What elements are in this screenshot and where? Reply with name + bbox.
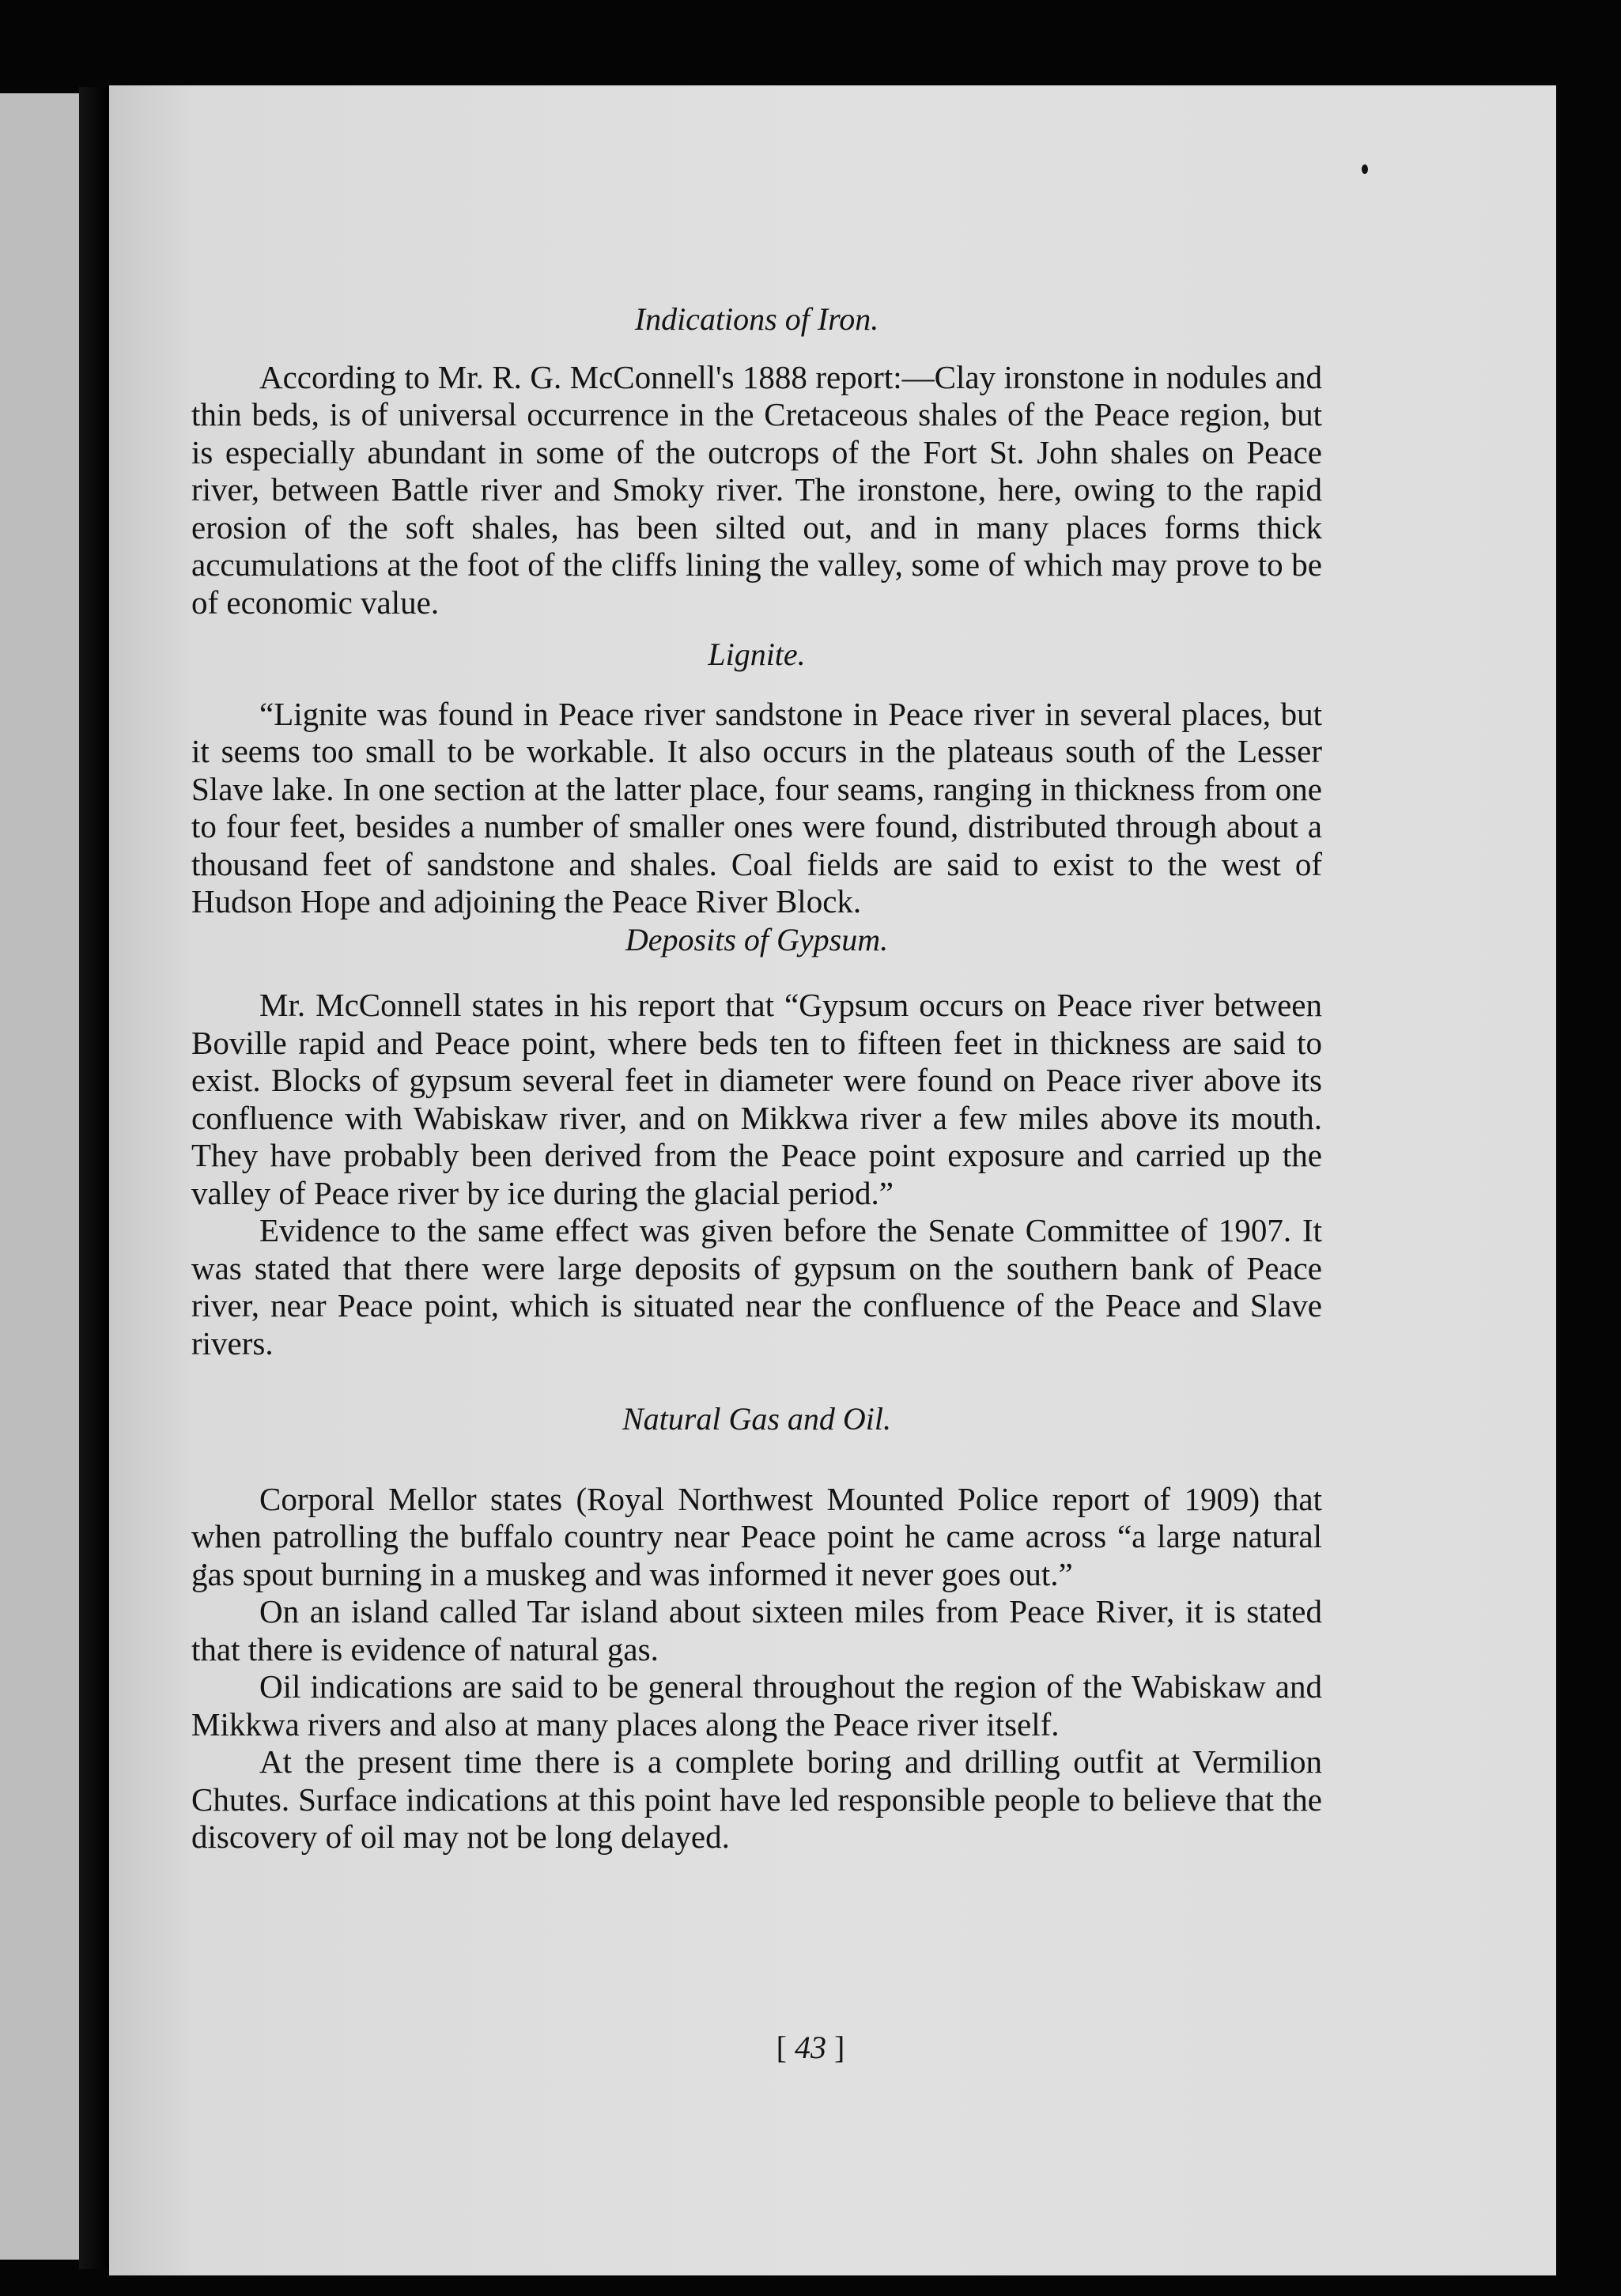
heading-lignite: Lignite. <box>708 636 806 672</box>
page-number-value: 43 <box>795 2030 826 2065</box>
heading-deposits-of-gypsum: Deposits of Gypsum. <box>625 921 889 957</box>
page-number-open-bracket: [ <box>776 2030 787 2065</box>
paragraph-gypsum-senate: Evidence to the same effect was given before the Senate Committee of 1907. It was stated that there were large deposits of gypsum on the southern bank of Peace river, near Peace point, which is situated near the confluence of the Peace and Slave rivers. <box>191 1212 1322 1361</box>
paragraph-iron: According to Mr. R. G. McConnell's 1888 report:—Clay ironstone in nodules and thin beds, is of universal occurrence in the Cretaceous shales of the Peace region, but is especially abundant in some of the outcrops of the Fort St. John shales on Peace river, between Battle river and Smoky river. The ironstone, here, owing to the rapid erosion of the soft shales, has been silted out, and in many places forms thick accumulations at the foot of the cliffs lining the valley, some of which may prove to be of economic value. <box>191 358 1322 621</box>
heading-indications-of-iron: Indications of Iron. <box>634 301 879 337</box>
paragraph-oil-drilling: At the present time there is a complete boring and drilling outfit at Vermilion Chutes. Surface indications at this point have led responsible people to believe that the discovery of oil may not be long delayed. <box>191 1743 1322 1855</box>
paragraph-gas-mellor: Corporal Mellor states (Royal Northwest Mounted Police report of 1909) that when patrolling the buffalo country near Peace point he came across “a large natural gas spout burning in a muskeg and was informed it never goes out.” <box>191 1480 1322 1592</box>
document-body <box>191 300 1322 1856</box>
ink-speck <box>1362 164 1368 174</box>
page-number <box>0 2029 1621 2066</box>
paragraph-oil-indications: Oil indications are said to be general throughout the region of the Wabiskaw and Mikkwa rivers and also at many places along the Peace river itself. <box>191 1668 1322 1743</box>
paragraph-lignite: “Lignite was found in Peace river sandstone in Peace river in several places, but it seems too small to be workable. It also occurs in the plateaus south of the Lesser Slave lake. In one section at the latter place, four seams, ranging in thickness from one to four feet, besides a number of smaller ones were found, distributed through about a thousand feet of sandstone and shales. Coal fields are said to exist to the west of Hudson Hope and adjoining the Peace River Block. <box>191 695 1322 920</box>
adjacent-page-edge <box>0 93 79 2260</box>
paragraph-gas-tar-island: On an island called Tar island about sixteen miles from Peace River, it is stated that there is evidence of natural gas. <box>191 1593 1322 1667</box>
paragraph-gypsum-mcconnell: Mr. McConnell states in his report that “Gypsum occurs on Peace river between Boville rapid and Peace point, where beds ten to fifteen feet in thickness are said to exist. Blocks of gypsum several feet in diameter were found on Peace river above its confluence with Wabiskaw river, and on Mikkwa river a few miles above its mouth. They have probably been derived from the Peace point exposure and carried up the valley of Peace river by ice during the glacial period.” <box>191 987 1322 1211</box>
page-number-close-bracket: ] <box>834 2030 845 2065</box>
heading-natural-gas-and-oil: Natural Gas and Oil. <box>622 1401 892 1437</box>
page-gutter-shadow <box>79 87 109 2269</box>
